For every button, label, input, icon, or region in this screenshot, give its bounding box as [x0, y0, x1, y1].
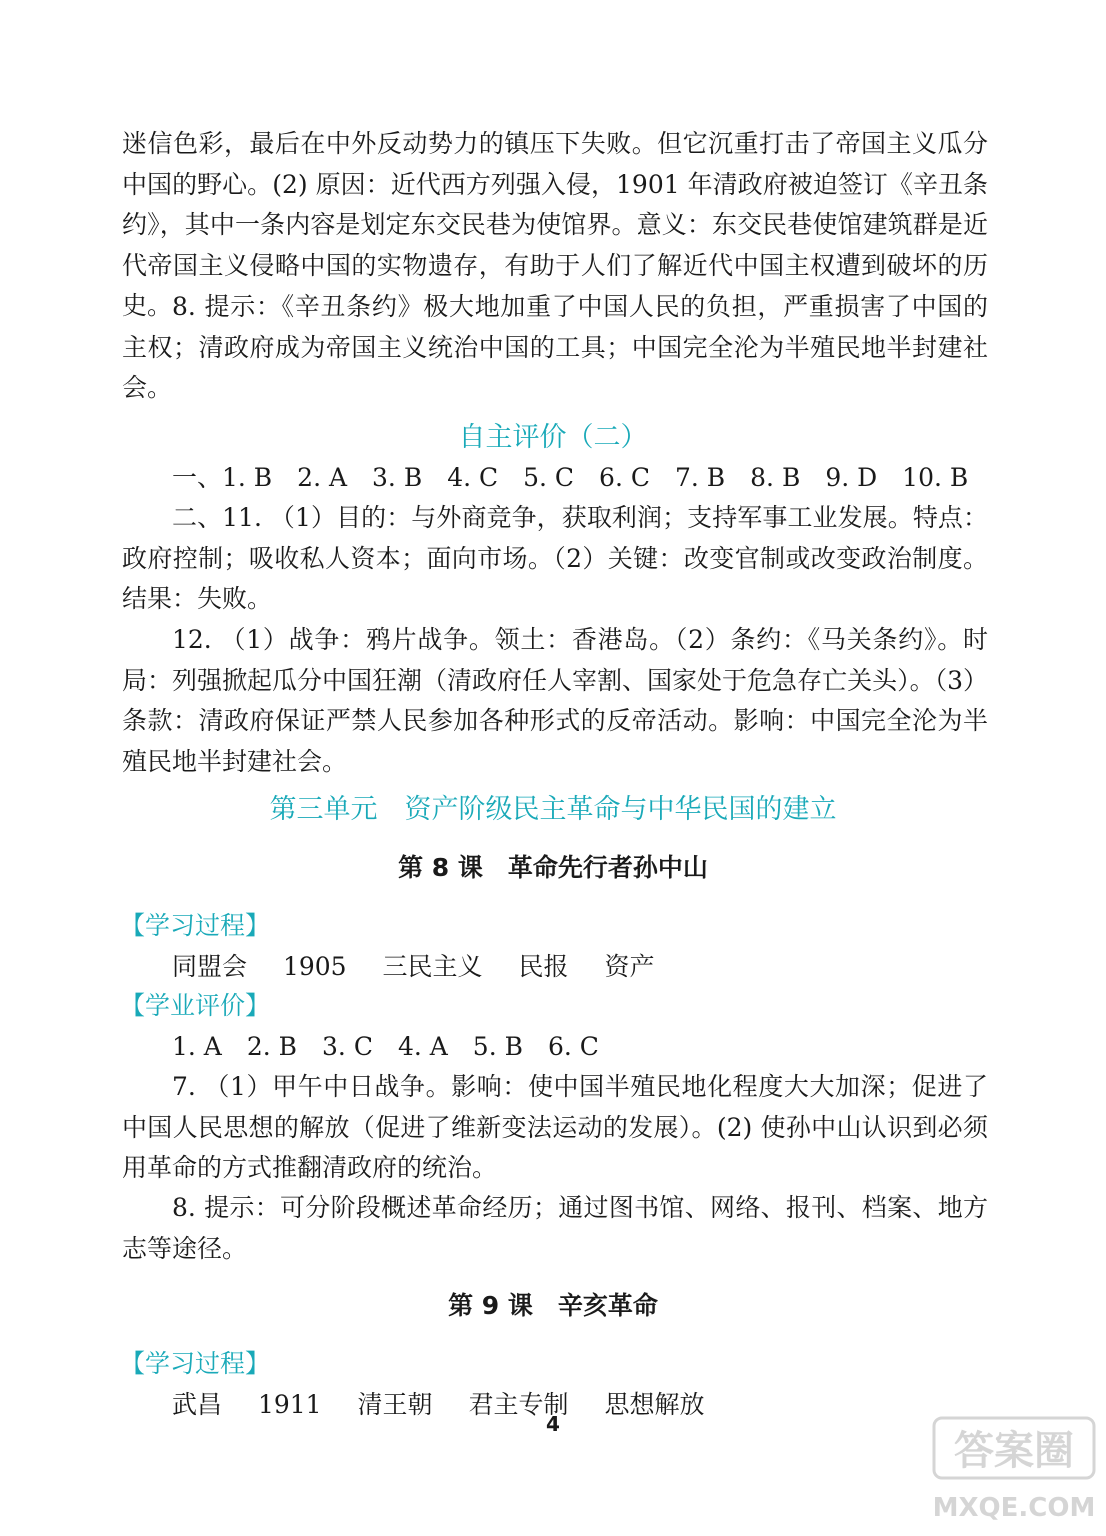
- answer-blank: 君主专制: [468, 1390, 569, 1419]
- lesson-8-process-answers: [172, 947, 683, 987]
- paragraph-boxer-continuation: 迷信色彩，最后在中外反动势力的镇压下失败。但它沉重打击了帝国主义瓜分中国的野心。(2) 原因：近代西方列强入侵，1901 年清政府被迫签订《辛丑条约》，其中一条内容是划定东交民巷为使馆界。意义：东交民巷使馆建筑群是近代帝国主义侵略中国的实物遗存，有助于人们了解近代中国主权遭到破坏的历史。: [122, 129, 988, 320]
- self-eval-q11-answer: 二、11. （1）目的：与外商竞争，获取利润；支持军事工业发展。特点：政府控制；吸收私人资本；面向市场。（2）关键：改变官制或改变政治制度。结果：失败。: [122, 503, 988, 613]
- answer-blank: 资产: [604, 952, 655, 981]
- answer-blank: 民报: [518, 952, 569, 981]
- lesson-9-title: 第 9 课 辛亥革命: [448, 1291, 658, 1320]
- lesson-8-choice-answers: 1. A 2. B 3. C 4. A 5. B 6. C: [172, 1032, 599, 1061]
- answer-blank: 武昌: [172, 1390, 223, 1419]
- lesson-8-title: 第 8 课 革命先行者孙中山: [398, 853, 708, 882]
- answer-blank: 思想解放: [604, 1390, 705, 1419]
- lesson-8-process-label: 【学习过程】: [120, 911, 271, 940]
- self-eval-q12-answer: 12. （1）战争：鸦片战争。领土：香港岛。（2）条约：《马关条约》。时局：列强掀起瓜分中国狂潮（清政府任人宰割、国家处于危急存亡关头）。（3）条款：清政府保证严禁人民参加各种形式的反帝活动。影响：中国完全沦为半殖民地半封建社会。: [122, 625, 988, 776]
- watermark-domain-text: MXQE.COM: [932, 1493, 1096, 1523]
- lesson-8-eval-label: 【学业评价】: [120, 991, 271, 1020]
- self-eval-choice-answers: 一、1. B 2. A 3. B 4. C 5. C 6. C 7. B 8. B 9. D 10. B: [172, 463, 969, 492]
- lesson-8-q7-answer: 7. （1）甲午中日战争。影响：使中国半殖民地化程度大大加深；促进了中国人民思想的解放（促进了维新变法运动的发展）。(2) 使孙中山认识到必须用革命的方式推翻清政府的统治。: [122, 1072, 988, 1182]
- watermark-logo: [930, 1412, 1100, 1530]
- answer-blank: 1905: [282, 952, 347, 981]
- page-number: 4: [546, 1412, 560, 1436]
- answer-blank: 清王朝: [357, 1390, 433, 1419]
- paragraph-q8-xinchou: 8. 提示：《辛丑条约》极大地加重了中国人民的负担，严重损害了中国的主权；清政府成为帝国主义统治中国的工具；中国完全沦为半殖民地半封建社会。: [122, 292, 988, 402]
- watermark-logo-text: 答案圈: [954, 1428, 1074, 1474]
- self-eval-heading: 自主评价（二）: [458, 422, 648, 453]
- lesson-9-process-label: 【学习过程】: [120, 1349, 271, 1378]
- lesson-8-q8-answer: 8. 提示：可分阶段概述革命经历；通过图书馆、网络、报刊、档案、地方志等途径。: [122, 1193, 988, 1263]
- answer-blank: 1911: [257, 1390, 322, 1419]
- unit-heading: 第三单元 资产阶级民主革命与中华民国的建立: [269, 794, 837, 825]
- answer-blank: 三民主义: [382, 952, 483, 981]
- answer-blank: 同盟会: [172, 952, 248, 981]
